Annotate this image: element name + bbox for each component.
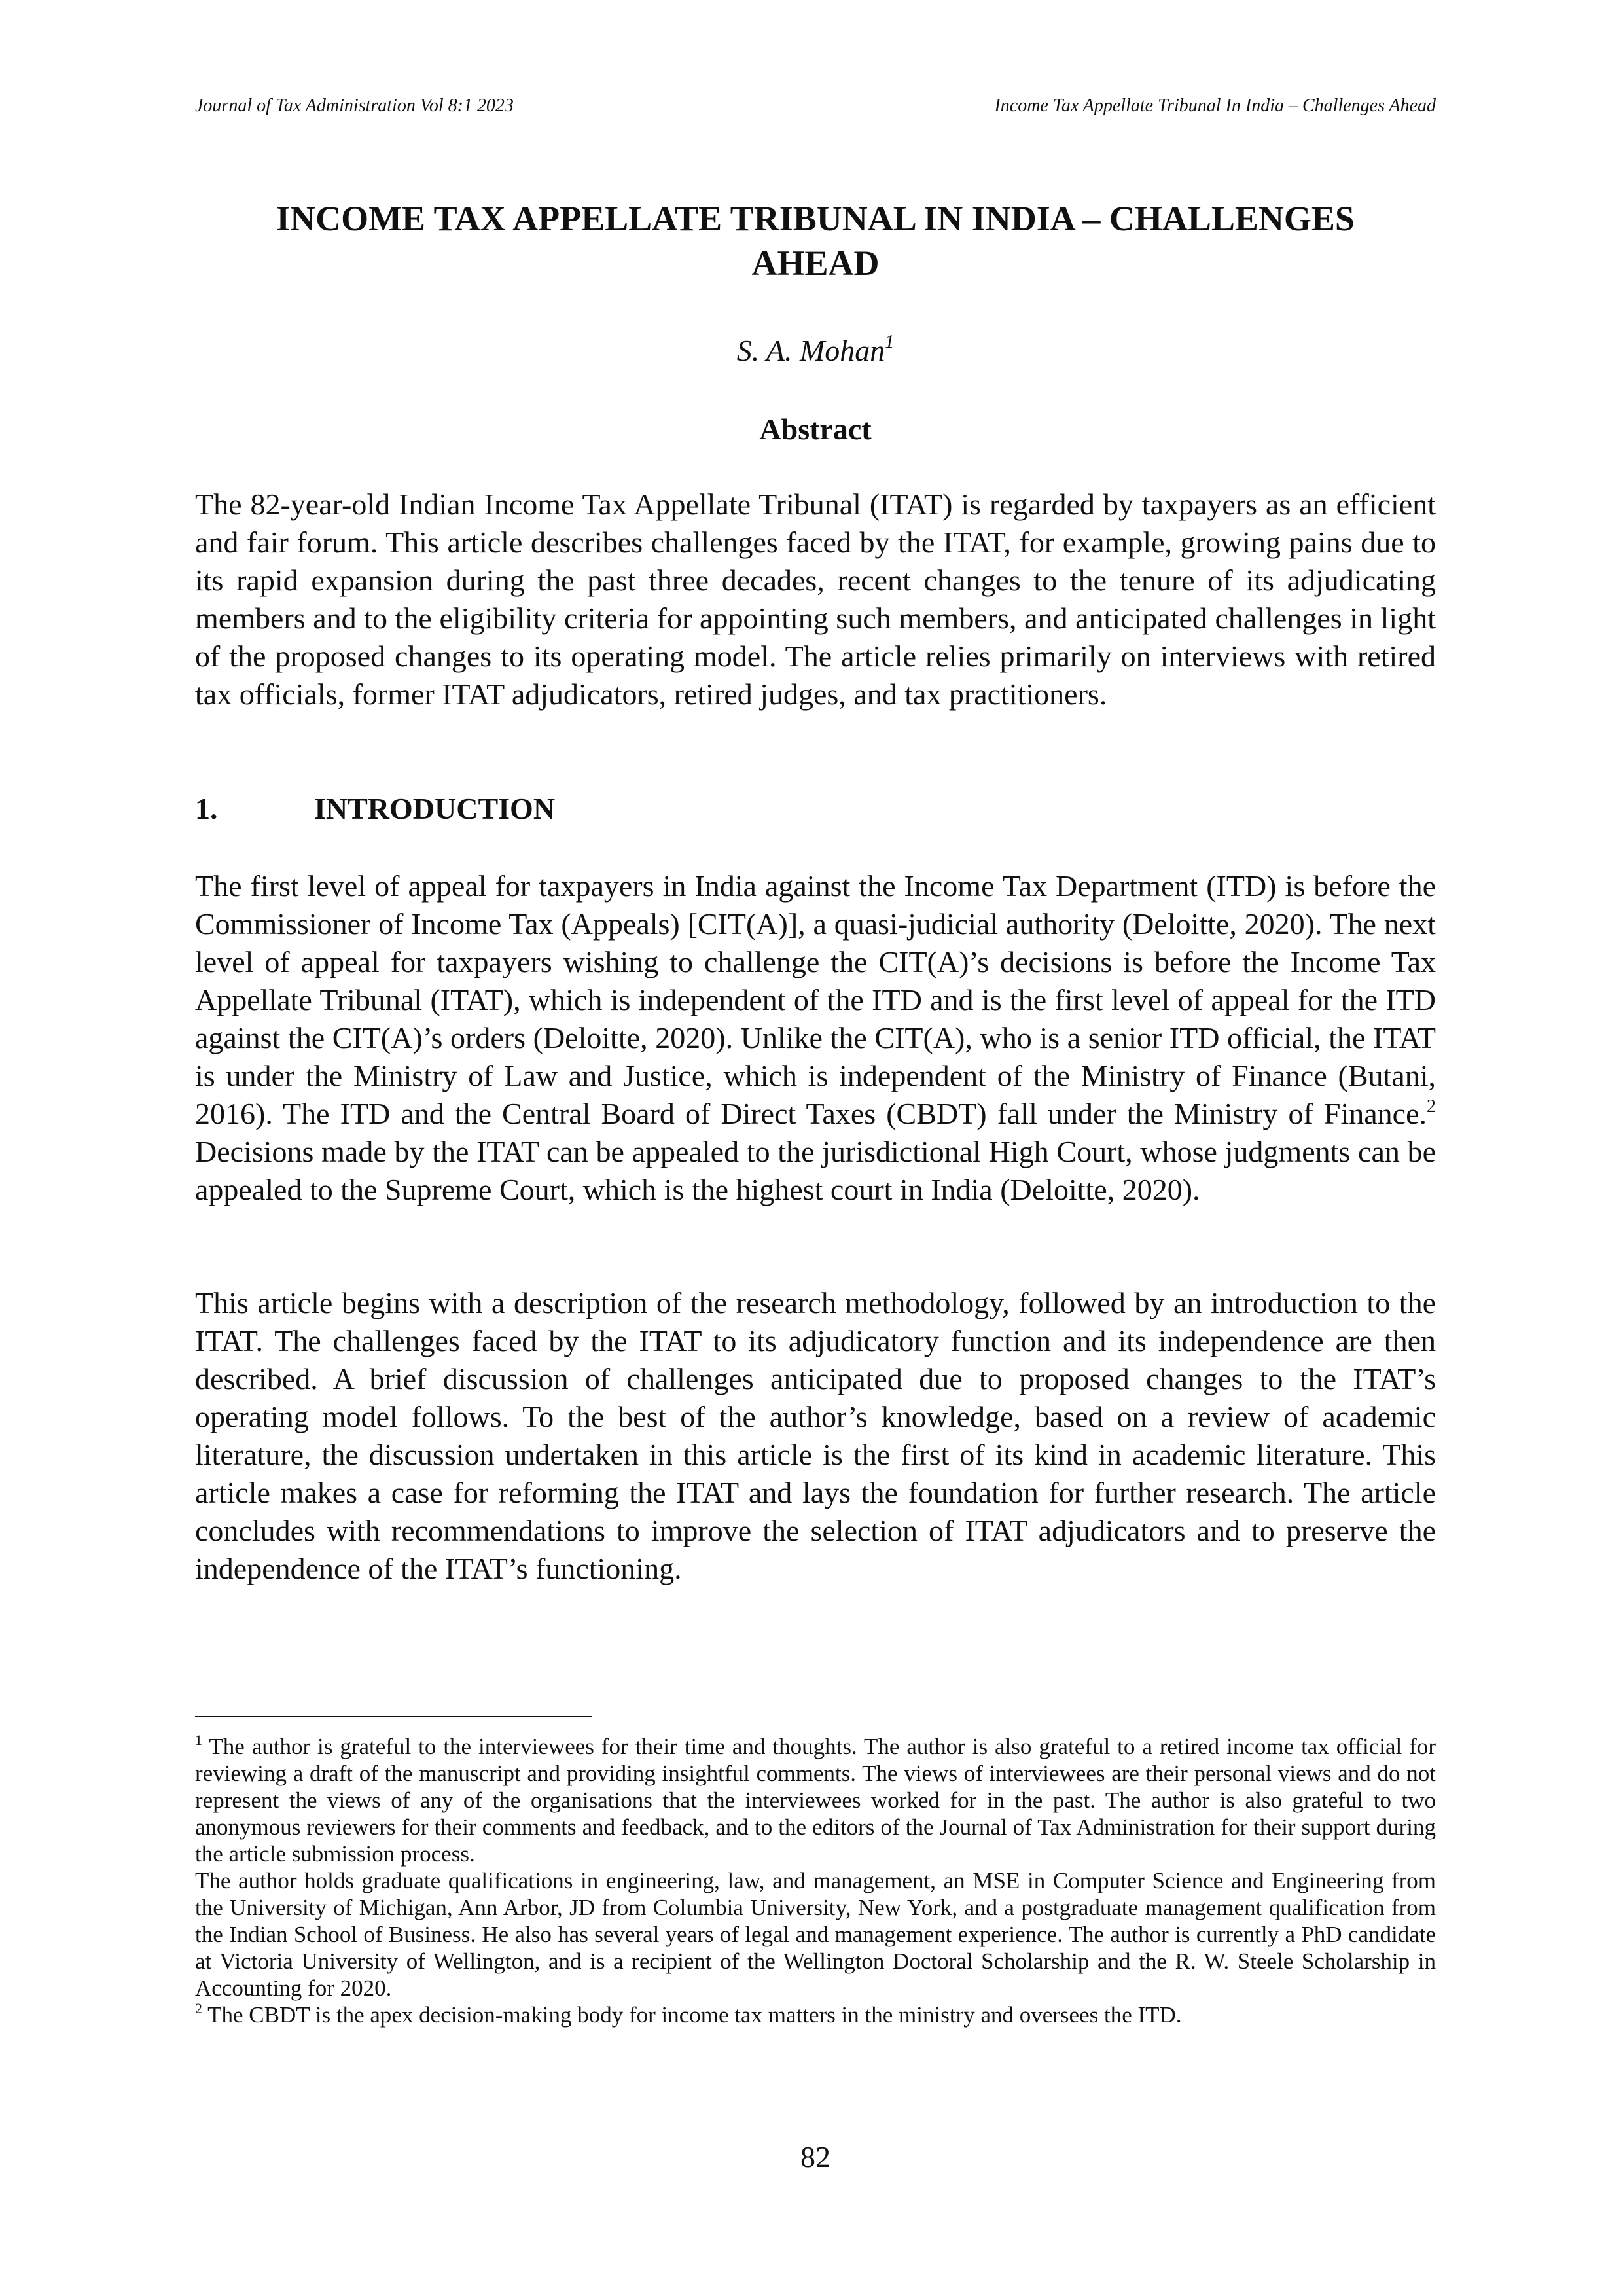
- introduction-paragraph-1: [195, 867, 1436, 1209]
- page-number: 82: [800, 2140, 830, 2174]
- author-line: [195, 332, 1436, 369]
- section-title: INTRODUCTION: [314, 792, 556, 825]
- running-head-journal: Journal of Tax Administration Vol 8:1 2023: [195, 96, 514, 116]
- abstract-text: The 82-year-old Indian Income Tax Appellate Tribunal (ITAT) is regarded by taxpayers as an efficient and fair forum. This article describes challenges faced by the ITAT, for example, growing pains due to its rapid expansion during the past three decades, recent changes to the tenure of its adjudicating members and to the eligibility criteria for appointing such members, and anticipated challenges in light of the proposed changes to its operating model. The article relies primarily on interviews with retired tax officials, former ITAT adjudicators, retired judges, and tax practitioners.: [195, 488, 1436, 711]
- running-head-article-title: Income Tax Appellate Tribunal In India – Challenges Ahead: [994, 96, 1436, 116]
- footnote-2: [195, 2001, 1436, 2028]
- article-title-line-1: INCOME TAX APPELLATE TRIBUNAL IN INDIA – CHALLENGES: [276, 199, 1355, 238]
- footnote-2-marker: 2: [1427, 1096, 1436, 1117]
- abstract-heading: Abstract: [759, 412, 872, 446]
- introduction-paragraph-1-part-2: Decisions made by the ITAT can be appealed to the jurisdictional High Court, whose judgments can be appealed to the Supreme Court, which is the highest court in India (Deloitte, 2020).: [195, 1135, 1436, 1206]
- footnote-1-text: The author is grateful to the interviewees for their time and thoughts. The author is also grateful to a retired income tax official for reviewing a draft of the manuscript and providing insightful comments. The views of interviewees are their personal views and do not represent the views of any of the organisations that the interviewees worked for in the past. The author is also grateful to two anonymous reviewers for their comments and feedback, and to the editors of the Journal of Tax Administration for their support during the article submission process.: [195, 1734, 1436, 1867]
- footnotes: [195, 1733, 1436, 2028]
- section-number: 1.: [195, 792, 218, 825]
- introduction-paragraph-1-part-1: The first level of appeal for taxpayers in India against the Income Tax Department (ITD) is before the Commissioner of Income Tax (Appeals) [CIT(A)], a quasi-judicial authority (Deloitte, 2020). The next level of appeal for taxpayers wishing to challenge the CIT(A)’s decisions is before the Income Tax Appellate Tribunal (ITAT), which is independent of the ITD and is the first level of appeal for the ITD against the CIT(A)’s orders (Deloitte, 2020). Unlike the CIT(A), who is a senior ITD official, the ITAT is under the Ministry of Law and Justice, which is independent of the Ministry of Finance (Butani, 2016). The ITD and the Central Board of Direct Taxes (CBDT) fall under the Ministry of Finance.: [195, 869, 1436, 1130]
- footnote-separator: [195, 1716, 592, 1717]
- footnote-1: [195, 1733, 1436, 1867]
- author-name: S. A. Mohan: [736, 334, 885, 367]
- footnote-1-number: 1: [195, 1732, 202, 1748]
- section-heading-introduction: [195, 791, 555, 827]
- article-title-line-2: AHEAD: [751, 243, 880, 283]
- footnote-2-text: The CBDT is the apex decision-making body for income tax matters in the ministry and oversees the ITD.: [202, 2002, 1182, 2028]
- footnote-1-continuation: The author holds graduate qualifications in engineering, law, and management, an MSE in Computer Science and Engineering from the University of Michigan, Ann Arbor, JD from Columbia University, New York, and a postgraduate management qualification from the Indian School of Business. He also has several years of legal and management experience. The author is currently a PhD candidate at Victoria University of Wellington, and is a recipient of the Wellington Doctoral Scholarship and the R. W. Steele Scholarship in Accounting for 2020.: [195, 1868, 1436, 2001]
- author-footnote-marker: 1: [885, 332, 895, 352]
- introduction-paragraph-2: This article begins with a description of the research methodology, followed by an introduction to the ITAT. The challenges faced by the ITAT to its adjudicatory function and its independence are then described. A brief discussion of challenges anticipated due to proposed changes to the ITAT’s operating model follows. To the best of the author’s knowledge, based on a review of academic literature, the discussion undertaken in this article is the first of its kind in academic literature. This article makes a case for reforming the ITAT and lays the foundation for further research. The article concludes with recommendations to improve the selection of ITAT adjudicators and to preserve the independence of the ITAT’s functioning.: [195, 1286, 1436, 1585]
- article-title: [195, 196, 1436, 285]
- footnote-2-number: 2: [195, 2000, 202, 2017]
